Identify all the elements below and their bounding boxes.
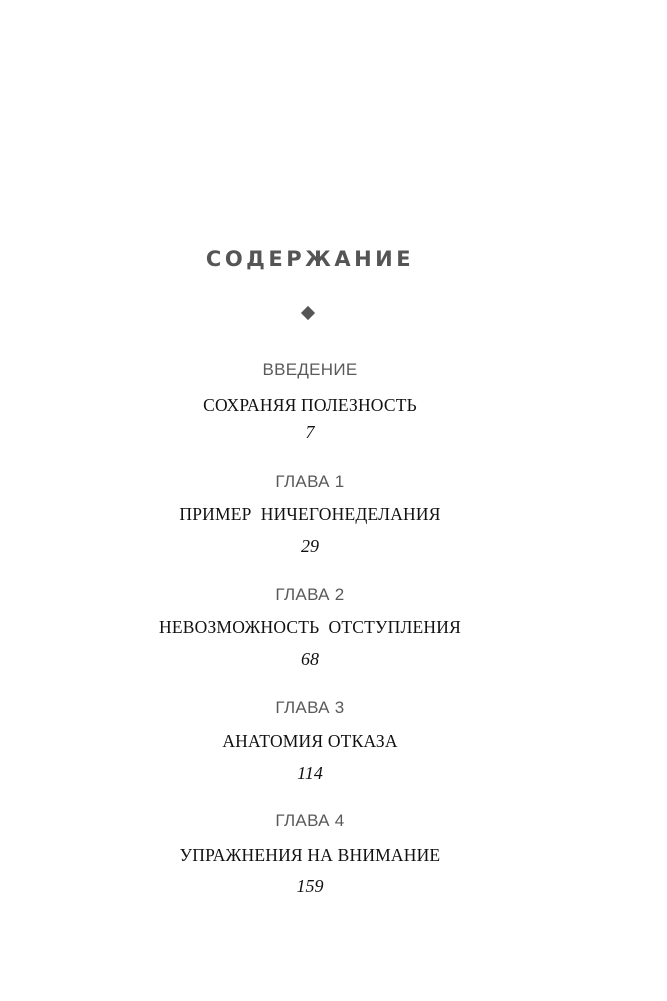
toc-entry-title-chapter-4: УПРАЖНЕНИЯ НА ВНИМАНИЕ <box>179 845 441 865</box>
toc-entry-page-chapter-4: 159 <box>296 876 324 896</box>
toc-entry-page-chapter-2: 68 <box>301 649 319 669</box>
toc-entry-label-chapter-3: ГЛАВА 3 <box>275 698 345 717</box>
toc-entry-title-chapter-3: АНАТОМИЯ ОТКАЗА <box>222 731 398 751</box>
diamond-ornament-icon <box>301 306 315 320</box>
toc-entry-label-chapter-1: ГЛАВА 1 <box>275 472 345 491</box>
page-title: СОДЕРЖАНИЕ <box>205 247 415 271</box>
toc-entry-label-chapter-2: ГЛАВА 2 <box>275 585 345 604</box>
toc-entry-label-chapter-4: ГЛАВА 4 <box>275 811 345 830</box>
toc-entry-title-introduction: СОХРАНЯЯ ПОЛЕЗНОСТЬ <box>203 395 417 415</box>
toc-entry-title-chapter-1: ПРИМЕР НИЧЕГОНЕДЕЛАНИЯ <box>179 504 441 524</box>
toc-entry-title-chapter-2: НЕВОЗМОЖНОСТЬ ОТСТУПЛЕНИЯ <box>159 617 461 637</box>
toc-entry-page-introduction: 7 <box>305 422 315 442</box>
toc-entry-page-chapter-3: 114 <box>297 763 323 783</box>
toc-entry-label-introduction: ВВЕДЕНИЕ <box>262 360 358 379</box>
toc-entry-page-chapter-1: 29 <box>301 536 319 556</box>
